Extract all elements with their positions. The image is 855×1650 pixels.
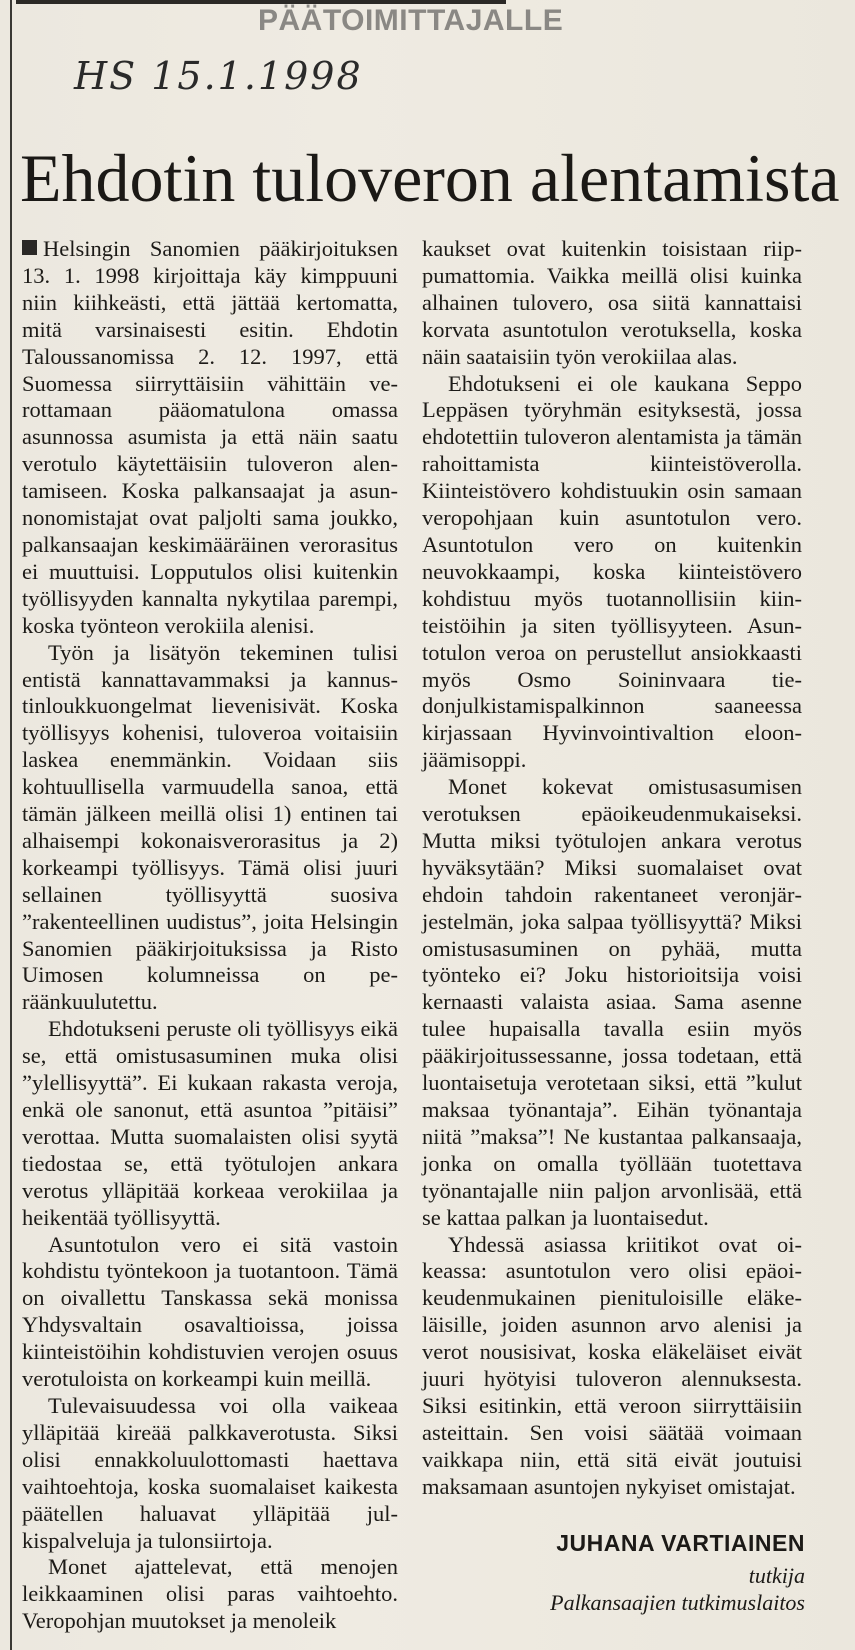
- paragraph: Yhdessä asiassa kriitikot ovat oikeassa: asuntotulon vero olisi epäoikeudenmukainen pienituloisille eläkeläisille, joiden asunnon arvo alenisi ja verot nousisivat, koska eläkeläiset eivät juuri hyötyisi tuloveron alennuksesta. Siksi esitinkin, että veroon siirryttäisiin asteittain. Sen voisi säätää voimaan vaikkapa niin, että sitä eivät joutuisi maksamaan asuntojen nykyiset omistajat.: [422, 1231, 802, 1499]
- paragraph: Asuntotulon vero ei sitä vastoin kohdistu työntekoon ja tuotantoon. Tämä on oivallettu Tanskassa sekä monissa Yhdysvaltain osavaltioissa, joissa kiinteistöihin kohdistuvien verojen osuus verotuloista on korkeampi kuin meillä.: [22, 1231, 398, 1392]
- paragraph: Helsingin Sanomien pääkirjoituksen 13. 1. 1998 kirjoittaja käy kimppuuni niin kiihkeästi, että jättää kertomatta, mitä varsinaisesti esitin. Ehdotin Taloussanomissa 2. 12. 1997, että Suomessa siirryttäisiin vähittäin verottamaan pääomatulona omassa asunnossa asumista ja että näin saatu verotulo käytettäisiin tuloveron alentamiseen. Koska palkansaajat ja asunnonomistajat ovat paljolti sama joukko, palkansaajan keskimääräinen verorasitus ei muuttuisi. Lopputulos olisi kuitenkin työllisyyden kannalta nykytilaa parempi, koska työnteon verokiila alenisi.: [22, 236, 398, 638]
- column-divider: [10, 0, 12, 1650]
- author-name: JUHANA VARTIAINEN: [556, 1530, 805, 1556]
- paragraph: Työn ja lisätyön tekeminen tulisi entistä kannattavammaksi ja kannustinloukkuongelmat lievenisivät. Koska työllisyys kohenisi, tuloveroa voitaisiin laskea enemmänkin. Voidaan siis kohtuullisella varmuudella sanoa, että tämän jälkeen meillä olisi 1) entinen tai alhaisempi kokonaisverorasitus ja 2) korkeampi työllisyys. Tämä olisi juuri sellainen työllisyyttä suosiva ”rakenteellinen uudistus”, joita Helsingin Sanomien pääkirjoituksissa ja Risto Uimosen kolumneissa on peräänkuulutettu.: [22, 639, 398, 1015]
- article-column-left: [22, 236, 398, 1635]
- bullet-icon: [22, 240, 37, 255]
- paragraph: Tulevaisuudessa voi olla vaikeaa ylläpitää kireää palkkaverotusta. Siksi olisi ennakkoluulottomasti haettava vaihtoehtoja, koska suomalaiset kaikesta päätellen haluavat ylläpitää julkispalveluja ja tulonsiirtoja.: [22, 1392, 398, 1553]
- paragraph: Monet kokevat omistusasumisen verotuksen epäoikeudenmukaiseksi. Mutta miksi työtulojen ankara verotus hyväksytään? Miksi suomalaiset ovat ehdoin tahdoin rakentaneet veronjärjestelmän, joka salpaa työllisyyttä? Miksi omistusasuminen on pyhää, mutta työnteko ei? Joku historioitsija voisi kernaasti valaista asiaa. Sama asenne tulee hupaisalla tavalla esiin myös pääkirjoitussessanne, jossa todetaan, että luontaisetuja verotetaan siksi, että ”kulut maksaa työnantaja”. Eihän työnantaja niitä ”maksa”! Ne kustantaa palkansaaja, jonka on omalla työllään tuotettava työnantajalle niin paljon arvonlisää, että se kattaa palkan ja luontaisedut.: [422, 774, 802, 1230]
- author-title: tutkija: [748, 1563, 805, 1588]
- author-organization: Palkansaajien tutkimuslaitos: [550, 1590, 805, 1615]
- section-heading: PÄÄTOIMITTAJALLE: [258, 4, 564, 37]
- headline: Ehdotin tuloveron alentamista: [20, 140, 840, 216]
- handwritten-note: HS 15.1.1998: [74, 54, 363, 98]
- article-column-right: [422, 236, 802, 1501]
- paragraph: Ehdotukseni ei ole kaukana Seppo Leppäsen työryhmän esityksestä, jossa ehdotettiin tuloveron alentamista ja tämän rahoittamista kiinteistöverolla. Kiinteistövero kohdistuukin osin samaan veropohjaan kuin asuntotulon vero. Asuntotulon vero on kuitenkin neuvokkaampi, koska kiinteistövero kohdistuu myös tuotannollisiin kiinteistöihin ja siten työllisyyteen. Asuntotulon veroa on perustellut ansiokkaasti myös Osmo Soininvaara tiedonjulkistamispalkinnon saaneessa kirjassaan Hyvinvointivaltion eloonjäämisoppi.: [422, 370, 802, 773]
- paragraph: kaukset ovat kuitenkin toisistaan riippumattomia. Vaikka meillä olisi kuinka alhainen tulovero, osa siitä kannattaisi korvata asuntotulon verotuksella, koska näin saataisiin työn verokiilaa alas.: [422, 236, 802, 369]
- paragraph: Ehdotukseni peruste oli työllisyys eikä se, että omistusasuminen muka olisi ”ylellisyyttä”. Ei kukaan rakasta veroja, enkä ole sanonut, että asuntoa ”pitäisi” verottaa. Mutta suomalaisten olisi syytä tiedostaa se, että työtulojen ankara verotus ylläpitää korkeaa verokiilaa ja heikentää työllisyyttä.: [22, 1016, 398, 1230]
- paragraph: Monet ajattelevat, että menojen leikkaaminen olisi paras vaihtoehto. Veropohjan muutokset ja menoleik: [22, 1554, 398, 1634]
